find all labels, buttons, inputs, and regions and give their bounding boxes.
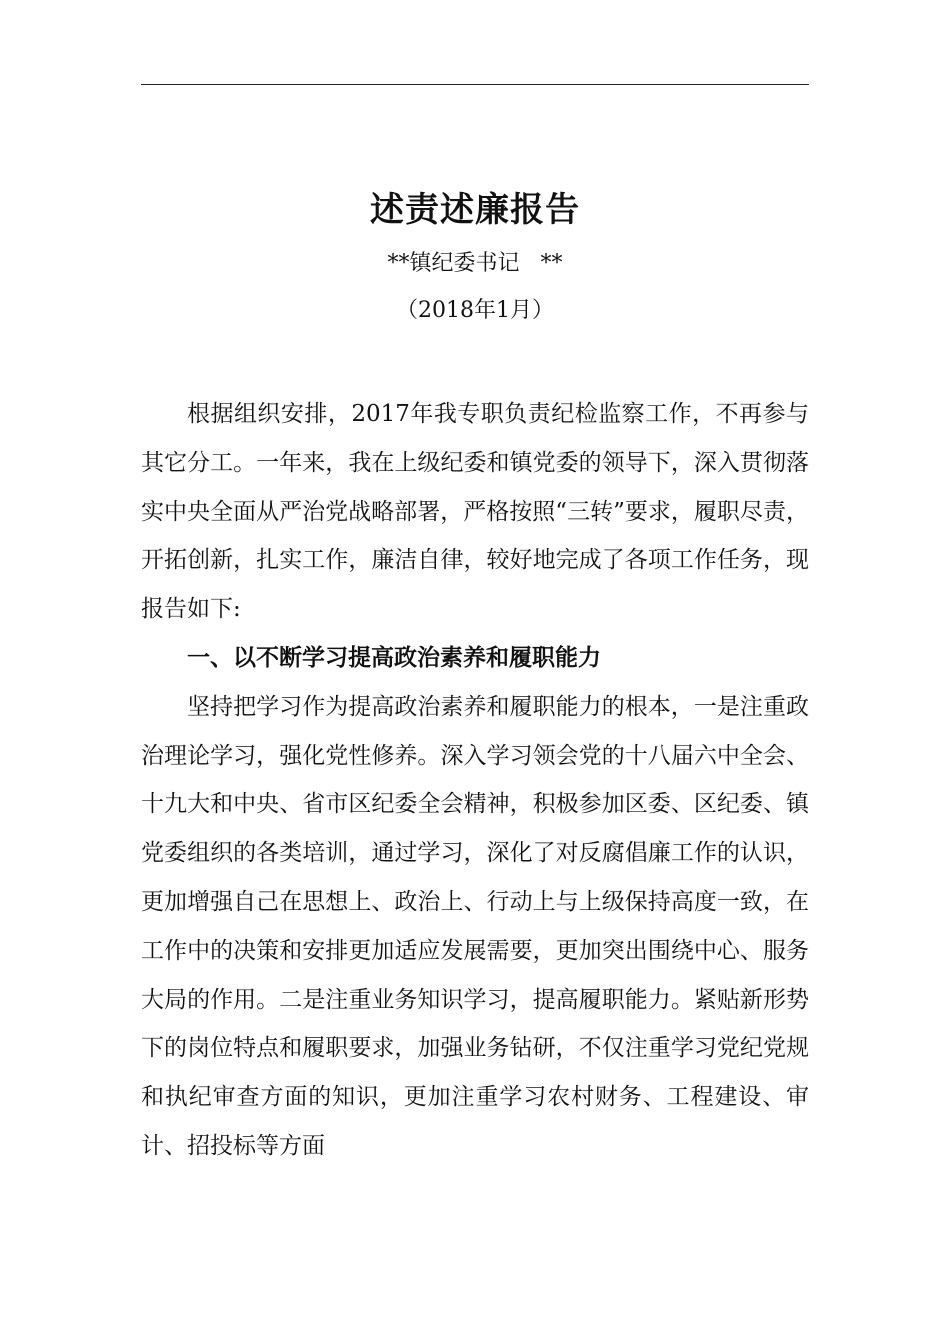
header-rule (141, 84, 809, 85)
document-title: 述责述廉报告 (370, 190, 580, 230)
intro-paragraph: 根据组织安排，2017年我专职负责纪检监察工作，不再参与其它分工。一年来，我在上级纪委和镇党委的领导下，深入贯彻落实中央全面从严治党战略部署，严格按照“三转”要求，履职尽责，开拓创新，扎实工作，廉洁自律，较好地完成了各项工作任务，现报告如下: (141, 401, 809, 623)
date-line: （2018年1月） (396, 298, 554, 323)
section-heading: 一、以不断学习提高政治素养和履职能力 (187, 644, 601, 671)
section-paragraph: 坚持把学习作为提高政治素养和履职能力的根本，一是注重政治理论学习，强化党性修养。深入学习领会党的十八届六中全会、十九大和中央、省市区纪委全会精神，积极参加区委、区纪委、镇党委组织的各类培训，通过学习，深化了对反腐倡廉工作的认识，更加增强自己在思想上、政治上、行动上与上级保持高度一致，在工作中的决策和安排更加适应发展需要，更加突出围绕中心、服务大局的作用。二是注重业务知识学习，提高履职能力。紧贴新形势下的岗位特点和履职要求，加强业务钻研，不仅注重学习党纪党规和执纪审查方面的知识，更加注重学习农村财务、工程建设、审计、招投标等方面 (141, 693, 809, 1159)
document-body (141, 390, 809, 1171)
author-line: **镇纪委书记 ** (387, 251, 563, 276)
